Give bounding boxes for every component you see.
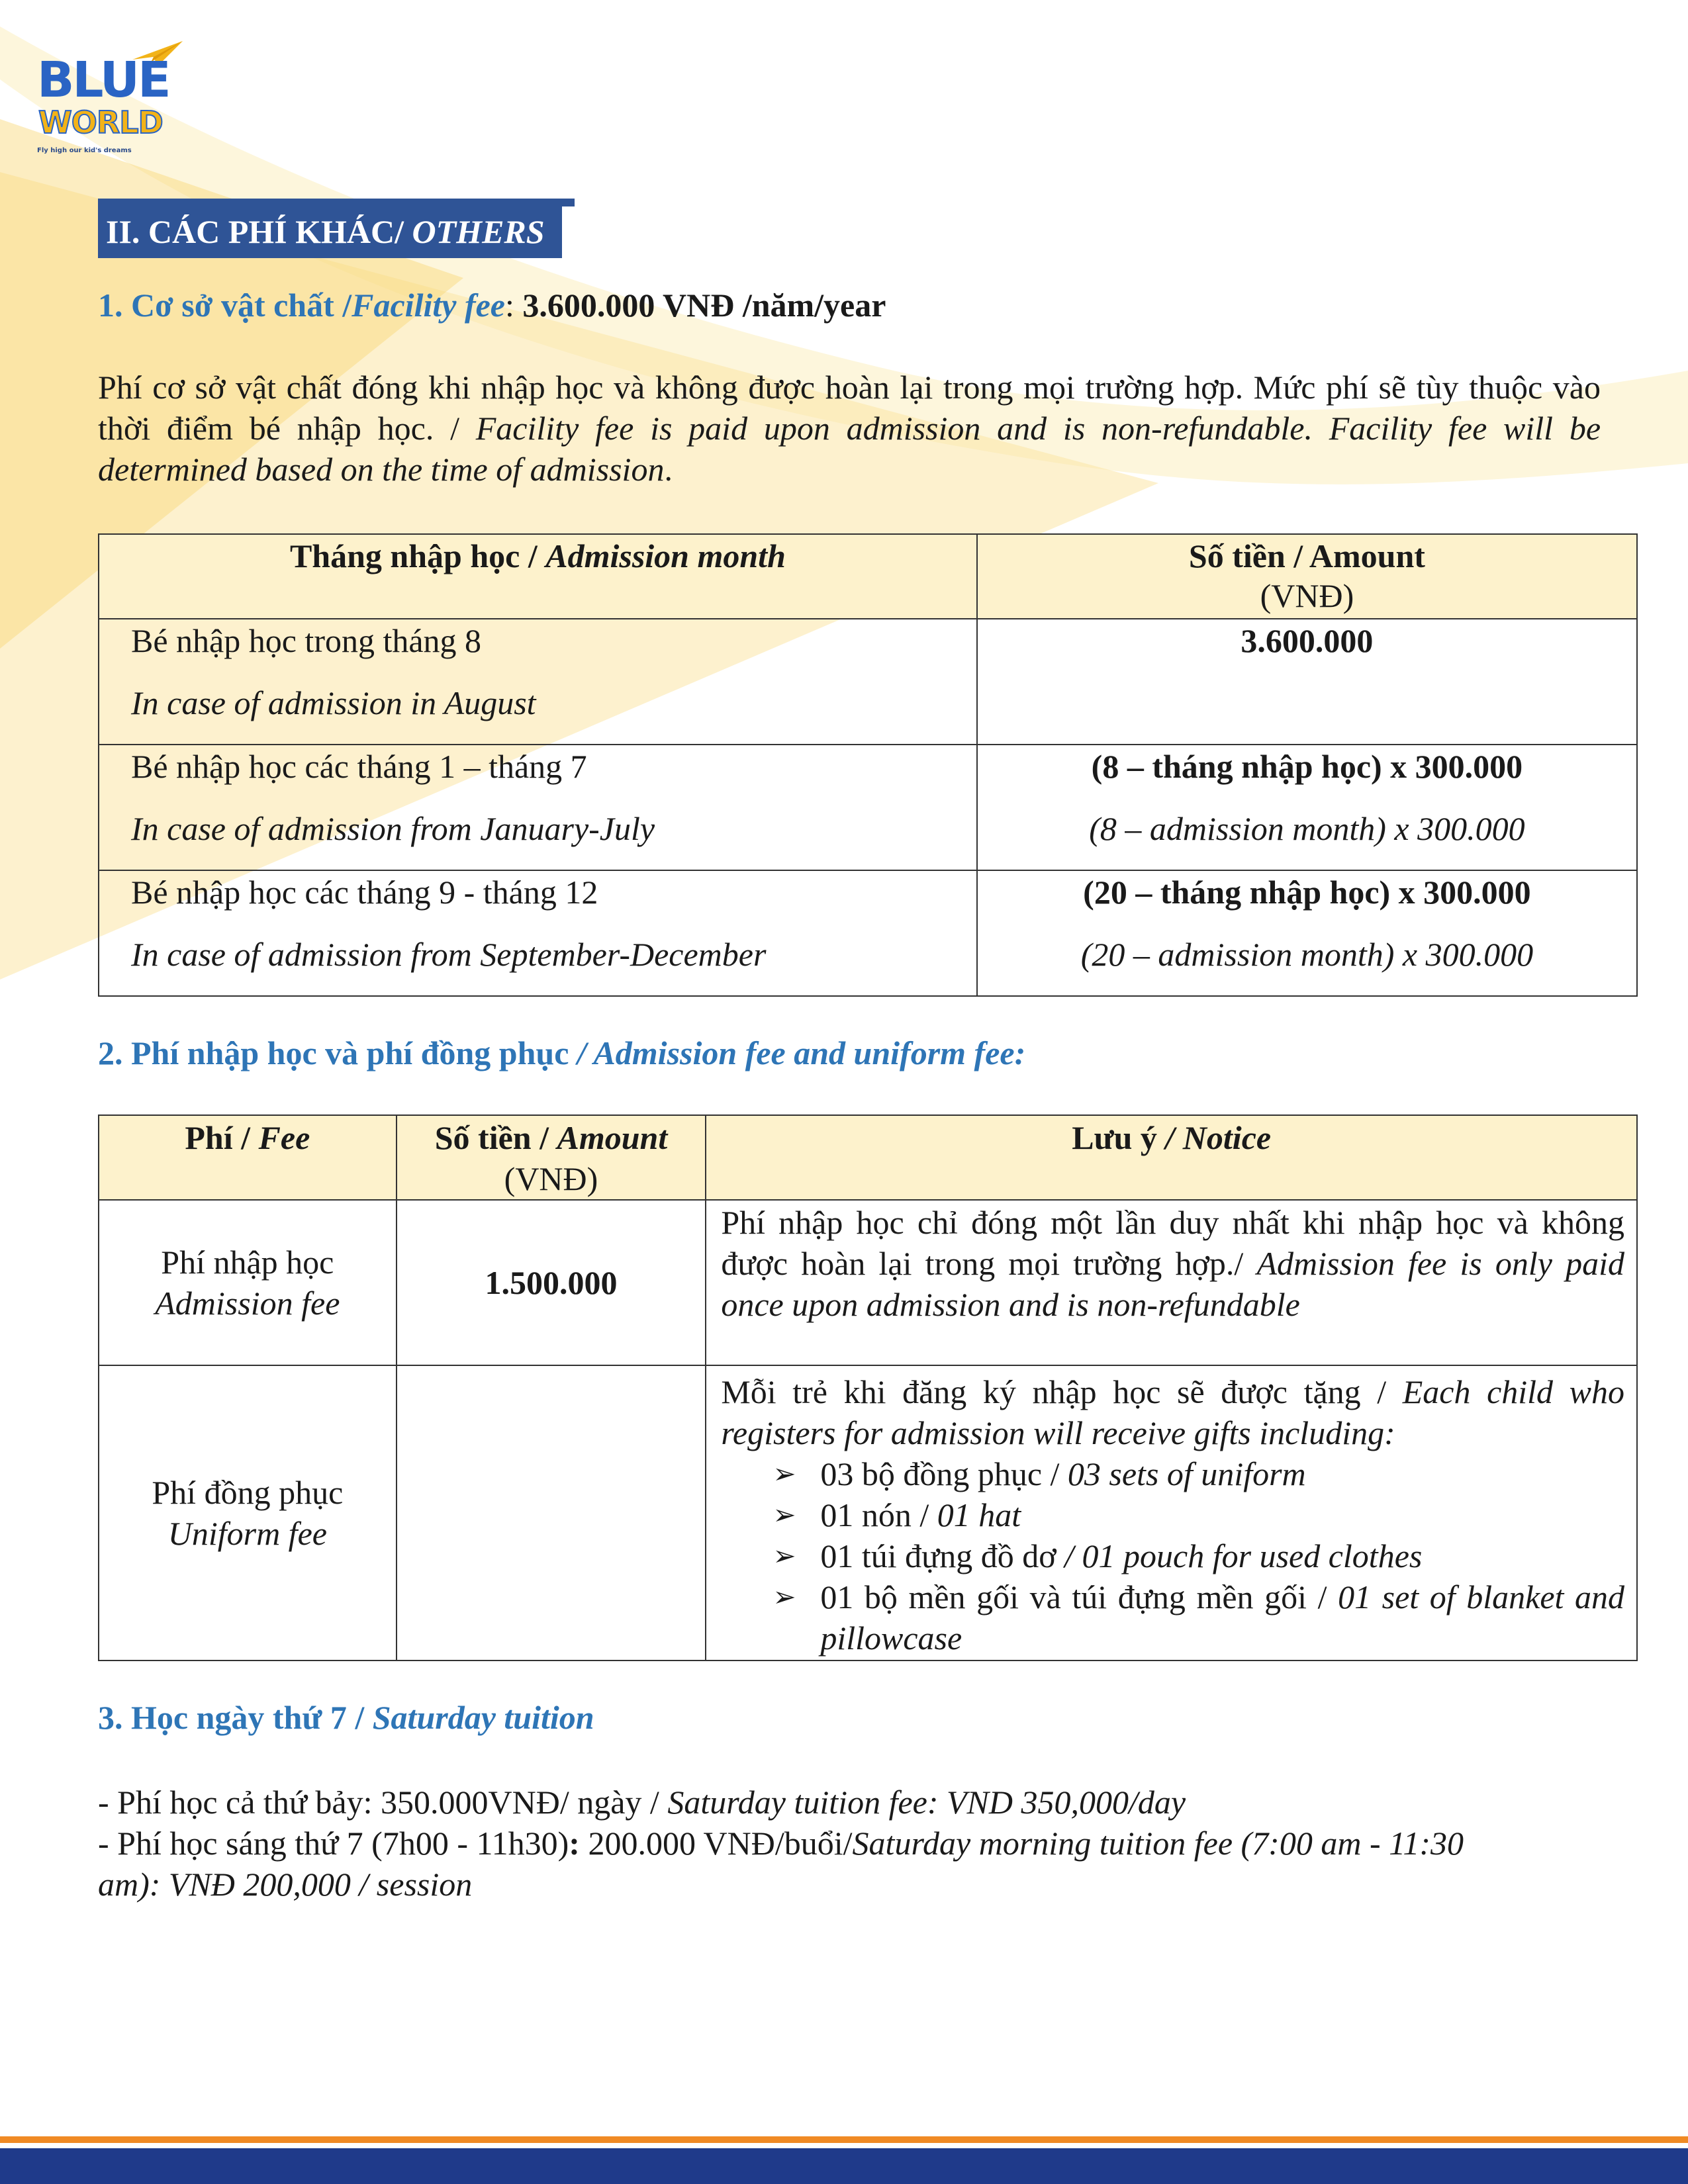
header-amount <box>977 534 1637 619</box>
admission-fee-title <box>98 1034 1025 1072</box>
section-heading <box>98 205 562 258</box>
section-heading-en: OTHERS <box>412 213 545 250</box>
facility-fee-table <box>98 533 1638 997</box>
list-item <box>773 1576 1624 1659</box>
facility-fee-title <box>98 286 886 324</box>
section-heading-vi: II. CÁC PHÍ KHÁC/ <box>106 213 412 250</box>
facility-desc-en: Facility fee is paid upon admission and is non-refundable. Facility fee will be determined based on the time of admission <box>98 410 1601 488</box>
saturday-title-vi: 3. Học ngày thứ 7 / <box>98 1699 373 1736</box>
row-amount-cell <box>977 870 1637 996</box>
admission-uniform-fee-table <box>98 1115 1638 1661</box>
admission-title-en: / Admission fee and uniform fee: <box>577 1034 1026 1071</box>
list-item <box>773 1535 1624 1576</box>
fee-name-cell <box>99 1200 397 1365</box>
gift-en: 01 hat <box>937 1496 1021 1533</box>
facility-desc-vi: Phí cơ sở vật chất đóng khi nhập học và không được hoàn lại trong mọi trường hợp. Mức phí sẽ tùy thuộc vào thời điểm bé nhập học. / <box>98 369 1601 447</box>
fee-notice-cell <box>706 1200 1637 1365</box>
saturday-morning-fee <box>98 1823 1464 1864</box>
arrow-bullet-icon: ➢ <box>773 1498 796 1531</box>
saturday-line1-vi: - Phí học cả thứ bảy: 350.000VNĐ/ ngày / <box>98 1784 668 1821</box>
facility-title-vi: 1. Cơ sở vật chất / <box>98 287 352 324</box>
arrow-bullet-icon: ➢ <box>773 1457 796 1490</box>
list-item <box>773 1453 1624 1494</box>
saturday-line2-vi: - Phí học sáng thứ 7 (7h00 - 11h30) <box>98 1825 569 1862</box>
row-month-cell <box>99 745 977 870</box>
facility-desc-end: . <box>664 451 673 488</box>
row-amount-en: (20 – admission month) x 300.000 <box>1080 936 1534 973</box>
fee-amount-cell: 1.500.000 <box>397 1200 706 1365</box>
arrow-bullet-icon: ➢ <box>773 1539 796 1572</box>
header-fee-vi: Phí / <box>185 1119 259 1156</box>
facility-title-en: Facility fee <box>352 287 505 324</box>
saturday-title-en: Saturday tuition <box>372 1699 594 1736</box>
saturday-tuition-title <box>98 1698 594 1737</box>
logo-tagline: Fly high our kid's dreams <box>37 147 132 154</box>
list-item <box>773 1494 1624 1535</box>
facility-title-colon: : <box>504 287 523 324</box>
row-month-en: In case of admission in August <box>131 684 536 721</box>
row-amount: (20 – tháng nhập học) x 300.000 <box>1083 874 1531 911</box>
saturday-morning-fee-cont: am): VNĐ 200,000 / session <box>98 1866 473 1903</box>
saturday-line2-colon: : <box>569 1825 588 1862</box>
fee-name-en: Admission fee <box>155 1285 340 1322</box>
row-month-vi: Bé nhập học trong tháng 8 <box>131 622 482 659</box>
row-month-en: In case of admission from January-July <box>131 810 655 847</box>
gift-en: 01 set of blanket and pillowcase <box>820 1578 1624 1657</box>
table-row <box>99 1365 1637 1661</box>
gift-vi: 01 nón / <box>820 1496 937 1533</box>
facility-title-amount: 3.600.000 VNĐ /năm/year <box>522 287 886 324</box>
row-month-en: In case of admission from September-December <box>131 936 767 973</box>
saturday-line2-vi2: 200.000 VNĐ/buổi/ <box>588 1825 853 1862</box>
gift-list <box>721 1453 1624 1659</box>
blue-world-logo <box>32 34 184 167</box>
logo-wordmark-bottom: WORLD <box>38 105 163 140</box>
row-month-vi: Bé nhập học các tháng 9 - tháng 12 <box>131 874 598 911</box>
gift-vi: 01 bộ mền gối và túi đựng mền gối / <box>820 1578 1338 1615</box>
gift-en: 03 sets of uniform <box>1067 1455 1306 1492</box>
notice-en: Admission fee is only paid once upon admission and is non-refundable <box>721 1245 1624 1323</box>
fee-amount-cell <box>397 1365 706 1661</box>
header-amount <box>397 1115 706 1200</box>
fee-name-cell <box>99 1365 397 1661</box>
row-amount-cell <box>977 745 1637 870</box>
header-fee-en: Fee <box>258 1119 310 1156</box>
header-notice-vi: Lưu ý <box>1072 1119 1166 1156</box>
table-row <box>99 745 1637 870</box>
notice-vi: Mỗi trẻ khi đăng ký nhập học sẽ được tặng / <box>721 1373 1403 1410</box>
row-month-cell <box>99 619 977 745</box>
header-month-vi: Tháng nhập học / <box>289 537 546 574</box>
row-month-vi: Bé nhập học các tháng 1 – tháng 7 <box>131 748 587 785</box>
facility-description <box>98 367 1601 490</box>
header-month-en: Admission month <box>545 537 786 574</box>
gift-vi: 01 túi đựng đồ dơ <box>820 1537 1065 1574</box>
footer-orange-stripe <box>0 2136 1688 2143</box>
notice-vi: Phí nhập học chỉ đóng một lần duy nhất khi nhập học và không được hoàn lại trong mọi trường hợp./ <box>721 1204 1624 1282</box>
header-amount-unit: (VNĐ) <box>504 1160 598 1197</box>
header-amount-en: Amount <box>557 1119 668 1156</box>
admission-title-vi: 2. Phí nhập học và phí đồng phục <box>98 1034 577 1071</box>
table-row <box>99 1200 1637 1365</box>
notice-en: Each child who registers for admission will receive gifts including: <box>721 1373 1624 1451</box>
gift-vi: 03 bộ đồng phục / <box>820 1455 1068 1492</box>
table-row <box>99 619 1637 745</box>
row-amount-en: (8 – admission month) x 300.000 <box>1089 810 1525 847</box>
saturday-full-day-fee <box>98 1782 1186 1823</box>
header-amount-vi: Số tiền / <box>434 1119 557 1156</box>
fee-name-en: Uniform fee <box>167 1515 327 1552</box>
header-notice-en: / Notice <box>1165 1119 1272 1156</box>
table-row <box>99 870 1637 996</box>
table-header-row <box>99 1115 1637 1200</box>
gift-en: / 01 pouch for used clothes <box>1064 1537 1423 1574</box>
fee-name-vi: Phí đồng phục <box>152 1474 344 1511</box>
arrow-bullet-icon: ➢ <box>773 1580 796 1613</box>
fee-name-vi: Phí nhập học <box>161 1244 334 1281</box>
row-amount-cell <box>977 619 1637 745</box>
table-header-row <box>99 534 1637 619</box>
header-amount-unit: (VNĐ) <box>1260 577 1354 614</box>
footer-blue-band <box>0 2148 1688 2184</box>
row-amount: 3.600.000 <box>1241 622 1374 659</box>
header-amount-label: Số tiền / Amount <box>1188 537 1425 574</box>
saturday-line2-en: Saturday morning tuition fee (7:00 am - 11:30 <box>852 1825 1464 1862</box>
header-notice <box>706 1115 1637 1200</box>
row-month-cell <box>99 870 977 996</box>
header-fee <box>99 1115 397 1200</box>
logo-wordmark-top: BLUE <box>37 52 169 109</box>
row-amount: (8 – tháng nhập học) x 300.000 <box>1091 748 1523 785</box>
saturday-line1-en: Saturday tuition fee: VND 350,000/day <box>667 1784 1186 1821</box>
header-admission-month <box>99 534 977 619</box>
fee-notice-cell <box>706 1365 1637 1661</box>
